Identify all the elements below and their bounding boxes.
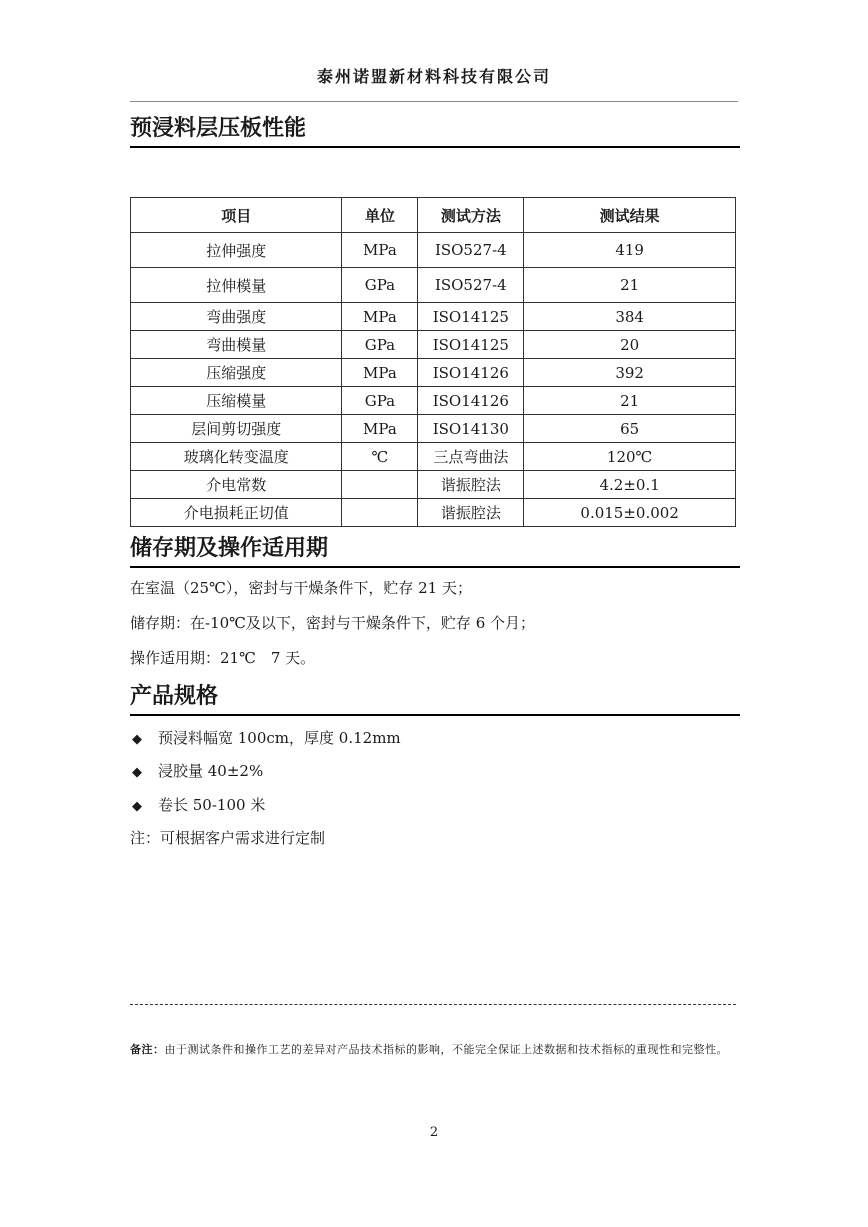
table-cell: ISO527-4 bbox=[418, 233, 524, 268]
diamond-bullet-icon: ◆ bbox=[132, 799, 142, 814]
table-cell: ISO14125 bbox=[418, 331, 524, 359]
table-cell: 弯曲强度 bbox=[131, 303, 342, 331]
column-header-unit: 单位 bbox=[342, 198, 418, 233]
table-cell: ISO14126 bbox=[418, 387, 524, 415]
table-cell: 介电损耗正切值 bbox=[131, 499, 342, 527]
table-cell: 0.015±0.002 bbox=[524, 499, 736, 527]
customization-note: 注：可根据客户需求进行定制 bbox=[130, 829, 326, 847]
table-cell: ISO14126 bbox=[418, 359, 524, 387]
table-cell: 谐振腔法 bbox=[418, 499, 524, 527]
table-cell: MPa bbox=[342, 303, 418, 331]
working-life-text: 操作适用期：21℃ 7 天。 bbox=[130, 649, 316, 667]
column-header-method: 测试方法 bbox=[418, 198, 524, 233]
table-row bbox=[131, 415, 736, 443]
table-cell: MPa bbox=[342, 233, 418, 268]
section-title-properties: 预浸料层压板性能 bbox=[130, 115, 740, 148]
table-cell: ℃ bbox=[342, 443, 418, 471]
page-number: 2 bbox=[429, 1125, 439, 1140]
table-cell: 谐振腔法 bbox=[418, 471, 524, 499]
table-cell: 玻璃化转变温度 bbox=[131, 443, 342, 471]
table-cell: 介电常数 bbox=[131, 471, 342, 499]
table-cell: ISO14125 bbox=[418, 303, 524, 331]
table-cell: ISO527-4 bbox=[418, 268, 524, 303]
storage-room-temp-text: 在室温（25℃），密封与干燥条件下，贮存 21 天； bbox=[130, 579, 472, 597]
header-divider bbox=[130, 101, 738, 102]
table-cell: 20 bbox=[524, 331, 736, 359]
table-row bbox=[131, 387, 736, 415]
table-cell: 拉伸强度 bbox=[131, 233, 342, 268]
table-row bbox=[131, 268, 736, 303]
table-cell bbox=[342, 471, 418, 499]
remark-label: 备注： bbox=[130, 1043, 165, 1056]
list-item bbox=[132, 728, 401, 750]
table-row bbox=[131, 443, 736, 471]
table-row bbox=[131, 233, 736, 268]
table-cell: GPa bbox=[342, 268, 418, 303]
list-item bbox=[132, 795, 265, 817]
table-cell bbox=[342, 499, 418, 527]
table-cell: 21 bbox=[524, 387, 736, 415]
table-cell: ISO14130 bbox=[418, 415, 524, 443]
spec-item-text: 卷长 50-100 米 bbox=[158, 796, 266, 814]
table-cell: 弯曲模量 bbox=[131, 331, 342, 359]
table-cell: 65 bbox=[524, 415, 736, 443]
table-cell: 384 bbox=[524, 303, 736, 331]
table-cell: 拉伸模量 bbox=[131, 268, 342, 303]
table-cell: 压缩模量 bbox=[131, 387, 342, 415]
remark-text: 由于测试条件和操作工艺的差异对产品技术指标的影响，不能完全保证上述数据和技术指标的重现性和完整性。 bbox=[164, 1043, 728, 1056]
dashed-divider bbox=[130, 1004, 736, 1005]
table-cell: 三点弯曲法 bbox=[418, 443, 524, 471]
table-row bbox=[131, 331, 736, 359]
company-header: 泰州诺盟新材料科技有限公司 bbox=[316, 67, 551, 86]
diamond-bullet-icon: ◆ bbox=[132, 765, 142, 780]
spec-item-text: 预浸料幅宽 100cm，厚度 0.12mm bbox=[158, 729, 401, 747]
table-cell: 4.2±0.1 bbox=[524, 471, 736, 499]
list-item bbox=[132, 761, 263, 783]
table-cell: 层间剪切强度 bbox=[131, 415, 342, 443]
table-cell: GPa bbox=[342, 387, 418, 415]
table-cell: 392 bbox=[524, 359, 736, 387]
table-row bbox=[131, 471, 736, 499]
diamond-bullet-icon: ◆ bbox=[132, 732, 142, 747]
remark-block bbox=[130, 1032, 742, 1068]
table-row bbox=[131, 359, 736, 387]
table-cell: 120℃ bbox=[524, 443, 736, 471]
table-cell: 419 bbox=[524, 233, 736, 268]
section-title-storage: 储存期及操作适用期 bbox=[130, 535, 740, 568]
table-cell: GPa bbox=[342, 331, 418, 359]
table-cell: 21 bbox=[524, 268, 736, 303]
table-header-row bbox=[131, 198, 736, 233]
column-header-item: 项目 bbox=[131, 198, 342, 233]
table-cell: 压缩强度 bbox=[131, 359, 342, 387]
table-row bbox=[131, 499, 736, 527]
storage-period-text: 储存期：在-10℃及以下，密封与干燥条件下，贮存 6 个月； bbox=[130, 614, 536, 632]
table-cell: MPa bbox=[342, 415, 418, 443]
spec-item-text: 浸胶量 40±2% bbox=[158, 762, 264, 780]
properties-table bbox=[130, 197, 736, 527]
table-cell: MPa bbox=[342, 359, 418, 387]
table-row bbox=[131, 303, 736, 331]
column-header-result: 测试结果 bbox=[524, 198, 736, 233]
section-title-spec: 产品规格 bbox=[130, 683, 740, 716]
